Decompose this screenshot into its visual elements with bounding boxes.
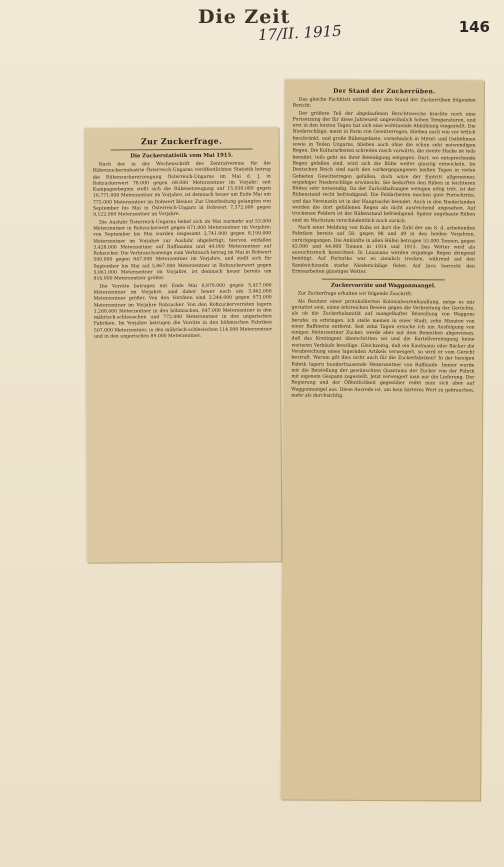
right-paragraph-1: Das gleiche Fachblatt enthält über den Stand der Zuckerrüben folgenden Bericht:: [292, 97, 476, 109]
headline-rule: [111, 149, 253, 151]
right-clipping-second-body: [291, 292, 475, 401]
masthead-title: Die Zeit: [198, 6, 291, 28]
right-second-paragraph-2: Als Besitzer einer protokollierten Kolonialwarenhandlung, möge es mir gestattet sein, einen lehrreichen Beweis gegen die Verbreitung der Gerüchte, als ob die Zuckerkalamität auf mangelhafter Beistellung von Waggons beruhe, zu erbringen. Ich stelle meinen in einer Stadt, zehn Minuten von einer Raffinerie entfernt. Seit zehn Tagen ersuche ich um Ausfolgung von einigen Meterzentner Zucker, werde aber mit dem Bemerken abgewiesen, daß das Kontingent überschritten sei und die Kartellvereinigung keine weiteren Verkäufe bewillige. Gleichzeitig, daß ein Kaufmann oder Bäcker die Verabreichung eines lagernden Artikels verweigert, so wird er vom Gericht bestraft. Warum gilt dies nicht auch für die Zuckerfabriken? In der hiesigen Fabrik lagern hunderttausende Meterzentner von Raffinade. Immer wurde mir die Beistellung der gewünschten Quantums der Zucker von der Fabrik mit eigenem Gespann zugestellt. Jetzt verweigert man mir die Lieferung. Der Regierung und der Öffentlichkeit gegenüber redet man sich aber auf Waggonmangel aus. Diese Ausrede ist, um kein härteres Wort zu gebrauchen, mehr als durchsichtig.: [291, 299, 475, 399]
right-clipping-body: [292, 98, 476, 277]
left-clipping-headline: Zur Zuckerfrage.: [140, 135, 223, 147]
handwritten-date: 17/II. 1915: [257, 21, 343, 45]
left-clipping-subhead: Die Zuckerstatistik vom Mai 1915.: [130, 152, 234, 160]
page-number: 146: [458, 18, 490, 36]
right-newspaper-clipping: [281, 79, 484, 800]
right-paragraph-3: Nach einer Meldung von Kuba ist dort die Zahl der am 8. d. arbeitenden Fabriken bereits auf 58, gegen 98 und 49 in den beiden Vorjahren, zurückgegangen. Die Ankünfte in allen Häfen betrugen 55.000 Tonnen, gegen 42.000 und 44.000 Tonnen in 1914 und 1913. Das Wetter wird als aussichtsreich bezeichnet. In Louisiana werden ergiebige Regen dringend benötigt. Auf Portoriko war es ziemlich trocken, während auf den Sandwichinseln starke Niederschläge fielen. Auf Java herrscht den Erntearbeiten günstiges Wetter.: [291, 225, 476, 275]
section-rule: [322, 279, 445, 281]
left-clipping-body: [93, 161, 272, 341]
left-newspaper-clipping: [84, 127, 281, 562]
left-paragraph-2: Die Ausfuhr Österreich-Ungarns belief sich im Mai nurmehr auf 53.000 Meterzentner in Rohzuckerwert gegen 671.000 Meterzentner im Vorjahre; von September bis Mai wurden insgesamt 2,741.000 gegen 8,199.000 Meterzentner im Vorjahre zur Ausfuhr abgefertigt; hiervon entfallen 3,428.000 Meterzentner auf Raffinaden und 44.000 Meterzentner auf Rohzucker. Die Verbrauchsmenge zum Verbrauch betrug im Mai in Rohwert 500.000 gegen 847.000 Meterzentner im Vorjahre, und stellt sich für September bis Mai auf 5,867.000 Meterzentner in Rohzuckerwert gegen 5,061.000 Meterzentner im Vorjahre, ist demnach heuer bereits um 816.000 Meterzentner größer.: [93, 219, 272, 282]
right-paragraph-2: Der größere Teil der abgelaufenen Berichtswoche brachte noch eine Fortsetzung der für diese Jahreszeit ungewöhnlich hohen Temperaturen, und erst in den letzten Tagen hat sich eine wohltuende Abkühlung eingestellt. Die Niederschläge, meist in Form von Gewitterregen, blieben nach wie vor örtlich beschränkt, und große Rübengebiete, vornehmlich in Mittel- und Ostböhmen sowie in Teilen Ungarns, blieben auch ohne die schon sehr notwendigen Regen. Die Kulturarbeiten schreiten rasch vorwärts, die zweite Hacke ist teils beendet, teils geht sie ihrer Beendigung entgegen. Dort, wo entsprechende Regen gefallen sind, wird sich die Rübe weiter günstig entwickeln. Im Deutschen Reich sind nach den vorhergegangenen heißen Tagen in vielen Gebieten Gewitterregen gefallen, doch wäre der Eintritt allgemeiner, ergiebiger Niederschläge erwünscht. Sie bedurften den Rüben in leichteren Böden sehr notwendig. Da der Zurückhaltungen wenigen nötig tritt, ist der Rübenstand recht befriedigend. Die Feldarbeiten machen gute Fortschritte, und das Vereinzeln ist in der Hauptsache beendet. Auch in den Niederlanden werden die dort gefallenen Regen als nicht ausreichend angesehen. Auf trockenen Feldern ist der Rübenstand befriedigend. Später angebaute Rüben sind im Wachstum verschiedentlich noch zurück.: [292, 111, 476, 224]
left-paragraph-3: Die Vorräte betrugen mit Ende Mai 6,879.000 gegen 5,417.000 Meterzentner im Vorjahre, sind daher heuer noch um 3,462.000 Meterzentner größer. Von den Vorräten sind 3,244.000 gegen 973.000 Meterzentner im Vorjahre Rohzucker. Von den Rohzuckervorräten lagern 1,268.000 Meterzentner in den böhmischen, 647.000 Meterzentner in den mährisch-schlesischen und 772.000 Meterzentner in den ungarischen Fabriken. Im Vorjahre betrugen die Vorräte in den böhmischen Fabriken 507.000 Meterzentner, in den mährisch-schlesischen 114.000 Meterzentner und in den ungarischen 89.000 Meterzentner.: [93, 283, 272, 340]
right-clipping-second-headline: Zuckervorräte und Waggonmangel.: [330, 283, 436, 290]
left-paragraph-1: Nach der in der Wochenschrift des Zentralvereins für die Rübenzuckerindustrie Österreich-Ungarns veröffentlichten Statistik betrug die Rübenzuckererzeugung Österreich-Ungarns im Mai d. J. in Rohzuckerwert 78.000 gegen 68.000 Meterzentner im Vorjahr; seit Kampagnebeginn stellt sich die Rübenerzeugung auf 15,930.000 gegen 16,771.000 Meterzentner im Vorjahre, ist demnach heuer um Ende Mai um 775.000 Meterzentner im Rohwert kleiner. Zur Umarbeitung gelangten von September bis Mai in Österreich-Ungarn in Rohwert 7,372.000 gegen 9,122.000 Meterzentner im Vorjahre.: [92, 161, 272, 218]
right-clipping-headline: Der Stand der Zuckerrüben.: [333, 87, 436, 96]
right-second-paragraph-1: Zur Zuckerfrage erhalten wir folgende Zuschrift:: [297, 291, 413, 298]
